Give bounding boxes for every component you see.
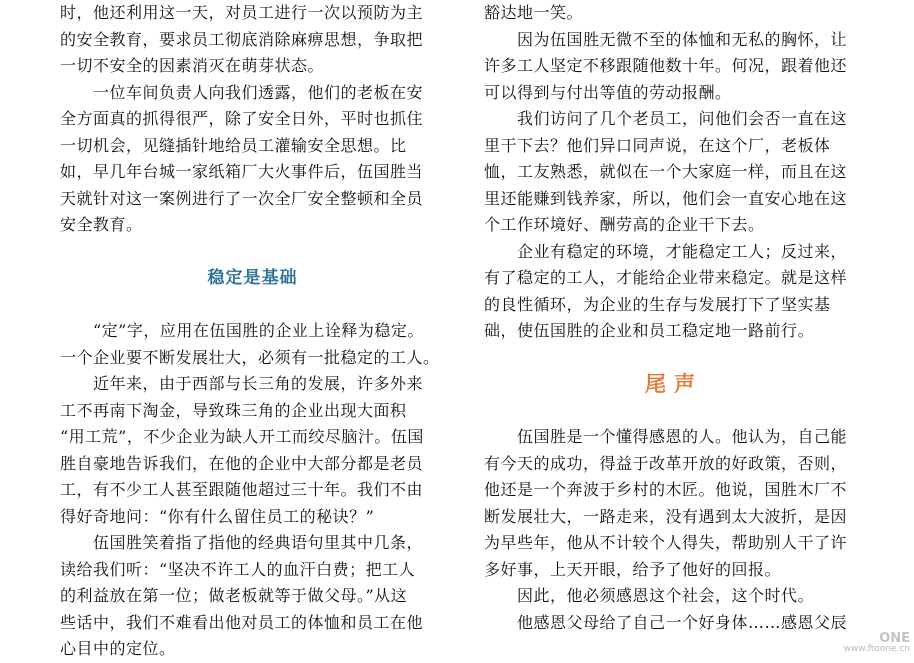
- text-line: 可以得到与付出等值的劳动报酬。: [484, 82, 732, 102]
- text-line: 如，早几年台城一家纸箱厂大火事件后，伍国胜当: [60, 162, 424, 181]
- text-line: 础，使伍国胜的企业和员工稳定地一路前行。: [484, 321, 815, 340]
- text-line: 许多工人坚定不移跟随他数十年。何况，跟着他还: [484, 56, 848, 75]
- text-line: 里还能赚到钱养家，所以，他们会一直安心地在这: [484, 188, 848, 208]
- right-column: [484, 0, 864, 636]
- text-line: 断发展壮大，一路走来，没有遇到太大波折，是因: [484, 506, 848, 526]
- watermark-url: www.ftoone.cn: [843, 644, 910, 654]
- text-line: 天就针对这一案例进行了一次全厂安全整顿和全员: [60, 188, 424, 208]
- text-line: 有了稳定的工人，才能给企业带来稳定。就是这样: [484, 268, 848, 287]
- blank-line: [60, 292, 445, 319]
- text-line: 一切不安全的因素消灭在萌芽状态。: [60, 56, 325, 75]
- text-line: 得好奇地问：“你有什么留住员工的秘诀？”: [60, 506, 375, 526]
- text-line: 些话中，我们不难看出他对员工的体恤和员工在他: [60, 612, 424, 632]
- text-line: 个工作环境好、酬劳高的企业干下去。: [484, 215, 765, 234]
- text-line: 为早些年，他从不计较个人得失，帮助别人干了许: [484, 533, 848, 552]
- text-line: 工，有不少工人甚至跟随他超过三十年。我们不由: [60, 480, 424, 499]
- text-line: 企业有稳定的环境，才能稳定工人；反过来，: [484, 241, 848, 261]
- text-line: “用工荒”，不少企业为缺人开工而绞尽脑汁。伍国: [60, 427, 424, 446]
- text-line: 因此，他必须感恩这个社会，这个时代。: [484, 586, 815, 605]
- text-line: 的利益放在第一位；做老板就等于做父母。”从这: [60, 586, 408, 605]
- text-line: 他感恩父母给了自己一个好身体……感恩父辰: [484, 612, 848, 632]
- text-line: 胜自豪地告诉我们，在他的企业中大部分都是老员: [60, 453, 424, 473]
- blank-line: [484, 398, 864, 425]
- text-line: 有今天的成功，得益于改革开放的好政策，否则，: [484, 453, 848, 473]
- watermark: [844, 633, 910, 655]
- text-line: 因为伍国胜无微不至的体恤和无私的胸怀，让: [484, 29, 848, 49]
- text-line: 全方面真的抓得很严，除了安全日外，平时也抓住: [60, 109, 424, 128]
- text-line: 一个企业要不断发展壮大，必须有一批稳定的工人。: [60, 347, 440, 367]
- text-line: “定”字，应用在伍国胜的企业上诠释为稳定。: [60, 321, 424, 340]
- text-line: 豁达地一笑。: [484, 3, 584, 22]
- text-line: 一切机会，见缝插针地给员工灌输安全思想。比: [60, 135, 407, 155]
- text-line: 读给我们听：“坚决不许工人的血汗白费；把工人: [60, 559, 416, 579]
- text-line: 伍国胜是一个懂得感恩的人。他认为，自己能: [484, 427, 848, 446]
- section-heading: 稳定是基础: [207, 268, 298, 288]
- text-line: 近年来，由于西部与长三角的发展，许多外来: [60, 374, 424, 393]
- text-line: 的良性循环，为企业的生存与发展打下了坚实基: [484, 294, 831, 314]
- left-column: [60, 0, 445, 663]
- text-line: 心目中的定位。: [60, 639, 176, 658]
- blank-line: [60, 239, 445, 266]
- text-line: 恤，工友熟悉，就似在一个大家庭一样，而且在这: [484, 162, 848, 181]
- text-line: 时，他还利用这一天，对员工进行一次以预防为主: [60, 3, 424, 22]
- section-heading: 尾声: [645, 372, 703, 396]
- text-line: 一位车间负责人向我们透露，他们的老板在安: [60, 82, 424, 102]
- text-line: 工不再南下淘金，导致珠三角的企业出现大面积: [60, 400, 407, 420]
- blank-line: [484, 345, 864, 372]
- text-line: 他还是一个奔波于乡村的木匠。他说，国胜木厂不: [484, 480, 848, 499]
- text-line: 我们访问了几个老员工，问他们会否一直在这: [484, 109, 848, 128]
- text-line: 多好事，上天开眼，给予了他好的回报。: [484, 559, 782, 579]
- text-line: 的安全教育，要求员工彻底消除麻痹思想，争取把: [60, 29, 424, 49]
- watermark-logo: ONE: [879, 631, 910, 646]
- text-line: 安全教育。: [60, 215, 143, 234]
- text-line: 伍国胜笑着指了指他的经典语句里其中几条，: [60, 533, 424, 552]
- text-line: 里干下去？他们异口同声说，在这个厂，老板体: [484, 135, 831, 155]
